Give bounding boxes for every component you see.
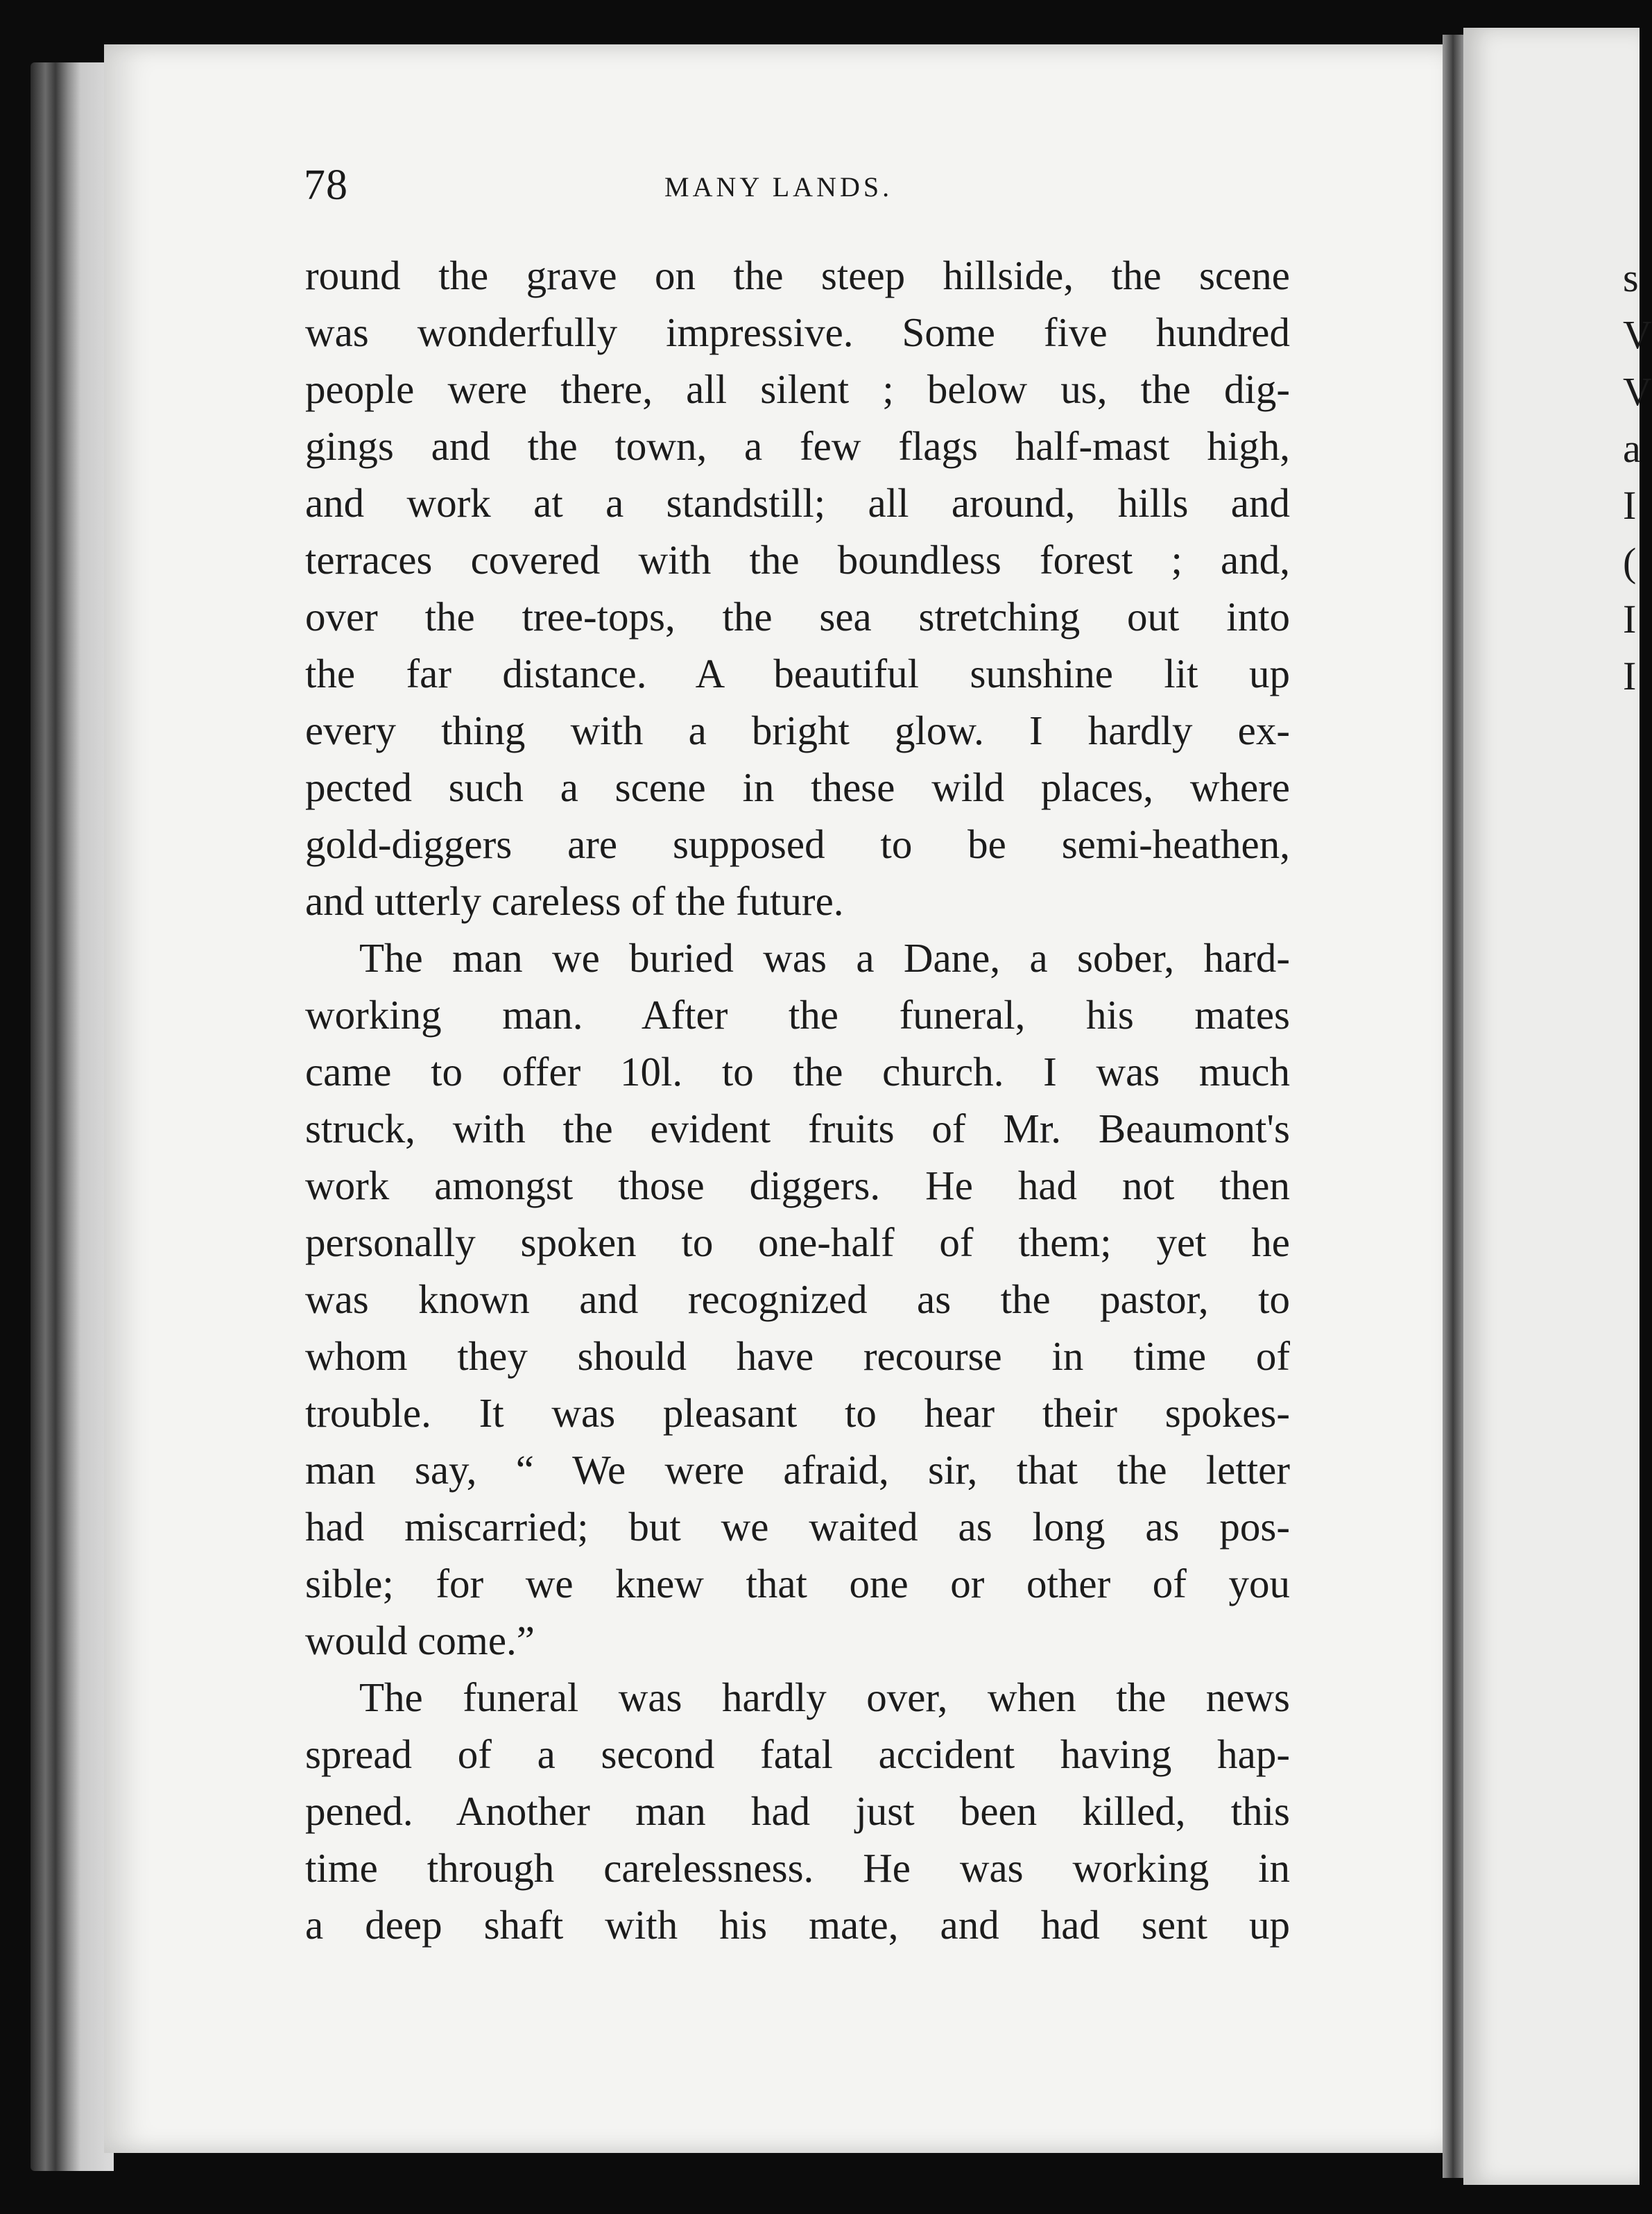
facing-fragment: I [1623,653,1637,698]
text-line: came to offer 10l. to the church. I was much [305,1049,1290,1095]
body-text [305,247,1290,1953]
running-title: MANY LANDS. [664,171,893,203]
text-line: work amongst those diggers. He had not then [305,1162,1290,1208]
text-line: and utterly careless of the future. [305,878,844,924]
text-line: gings and the town, a few flags half-mast high, [305,423,1290,469]
book-gutter [1443,35,1463,2178]
facing-fragment: ( [1623,540,1637,585]
text-line: man say, “ We were afraid, sir, that the letter [305,1447,1290,1493]
text-line: gold-diggers are supposed to be semi-heathen, [305,821,1290,867]
text-line: spread of a second fatal accident having hap- [305,1731,1290,1777]
text-line: personally spoken to one-half of them; yet he [305,1219,1290,1265]
text-line: working man. After the funeral, his mates [305,992,1290,1038]
text-line: The funeral was hardly over, when the news [359,1674,1290,1720]
facing-fragment: I [1623,597,1637,642]
text-line: was wonderfully impressive. Some five hundred [305,309,1290,355]
text-line: whom they should have recourse in time of [305,1333,1290,1379]
text-line: The man we buried was a Dane, a sober, hard- [359,935,1290,981]
facing-fragment: s [1623,255,1639,300]
text-line: people were there, all silent ; below us, the dig- [305,366,1290,412]
facing-fragment: V [1623,369,1652,414]
facing-fragment: a [1623,426,1641,471]
page-edge-stack [31,62,114,2171]
paragraph [305,929,1290,1669]
text-line: pected such a scene in these wild places, where [305,764,1290,810]
page-number: 78 [304,162,348,209]
facing-fragment: I [1623,483,1637,528]
text-line: a deep shaft with his mate, and had sent up [305,1902,1290,1948]
text-line: round the grave on the steep hillside, the scene [305,252,1290,298]
text-line: pened. Another man had just been killed, this [305,1788,1290,1834]
paragraph [305,1669,1290,1953]
text-line: would come.” [305,1617,535,1663]
text-line: and work at a standstill; all around, hills and [305,480,1290,526]
text-line: the far distance. A beautiful sunshine lit up [305,651,1290,696]
text-line: over the tree-tops, the sea stretching out into [305,594,1290,640]
facing-page-text-fragments [1623,250,1652,705]
text-line: was known and recognized as the pastor, to [305,1276,1290,1322]
text-line: terraces covered with the boundless forest ; and, [305,537,1290,583]
text-line: trouble. It was pleasant to hear their spokes- [305,1390,1290,1436]
text-line: every thing with a bright glow. I hardly ex- [305,707,1290,753]
text-line: had miscarried; but we waited as long as pos- [305,1504,1290,1550]
text-line: sible; for we knew that one or other of you [305,1561,1290,1606]
running-head [304,161,1289,209]
facing-page [1463,28,1640,2185]
facing-fragment: V [1623,312,1652,357]
paragraph [305,247,1290,929]
text-line: time through carelessness. He was working in [305,1845,1290,1891]
text-line: struck, with the evident fruits of Mr. Beaumont's [305,1106,1290,1151]
